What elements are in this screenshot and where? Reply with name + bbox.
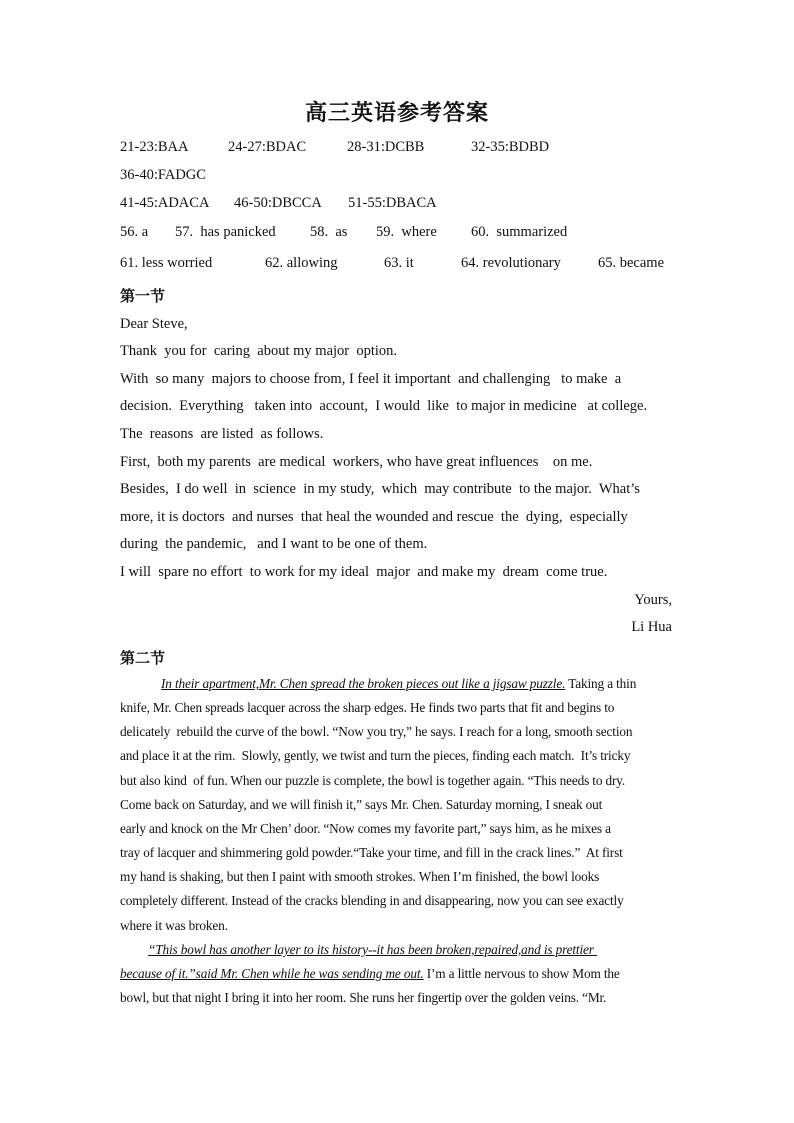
letter-line: Besides, I do well in science in my study, which may contribute to the major. What’s <box>120 481 640 497</box>
letter-line: Thank you for caring about my major option. <box>120 343 398 359</box>
page-title: 高三英语参考答案 <box>304 101 489 126</box>
story-line: early and knock on the Mr Chen’ door. “Now comes my favorite part,” says him, as he mixes a <box>120 821 611 836</box>
answer-item: 64. revolutionary <box>461 255 561 271</box>
story-line: but also kind of fun. When our puzzle is complete, the bowl is together again. “This needs to dry. <box>120 773 626 788</box>
letter-line: First, both my parents are medical workers, who have great influences on me. <box>120 454 593 470</box>
answer-item: 51-55:DBACA <box>348 195 437 211</box>
answer-item: 21-23:BAA <box>120 139 189 155</box>
answer-item: 65. became <box>598 255 665 271</box>
section-heading: 第一节 <box>120 287 166 305</box>
letter-closing: Yours, <box>634 592 672 608</box>
story-line <box>148 942 597 958</box>
underlined-sentence: “This bowl has another layer to its history--it has been broken,repaired,and is prettier <box>148 942 597 957</box>
story-line <box>120 966 620 982</box>
story-line: my hand is shaking, but then I paint with smooth strokes. When I’m finished, the bowl looks <box>120 869 600 884</box>
story-line <box>161 676 636 692</box>
story-line: knife, Mr. Chen spreads lacquer across the sharp edges. He finds two parts that fit and begins to <box>120 700 615 715</box>
story-line: where it was broken. <box>120 918 228 933</box>
letter-line: With so many majors to choose from, I feel it important and challenging to make a <box>120 371 622 387</box>
story-line: bowl, but that night I bring it into her room. She runs her fingertip over the golden veins. “Mr. <box>120 990 607 1005</box>
story-line: delicately rebuild the curve of the bowl. “Now you try,” he says. I reach for a long, smooth section <box>120 724 633 739</box>
answer-item: 58. as <box>310 224 348 240</box>
answer-item: 41-45:ADACA <box>120 195 210 211</box>
answer-item: 46-50:DBCCA <box>234 195 322 211</box>
story-line: completely different. Instead of the cracks blending in and disappearing, now you can see exactly <box>120 893 624 908</box>
letter-line: more, it is doctors and nurses that heal the wounded and rescue the dying, especially <box>120 509 628 525</box>
story-text: I’m a little nervous to show Mom the <box>423 966 620 981</box>
section-heading: 第二节 <box>120 649 166 667</box>
letter-line: Dear Steve, <box>120 316 188 332</box>
answer-item: 32-35:BDBD <box>471 139 550 155</box>
answer-item: 24-27:BDAC <box>228 139 307 155</box>
answer-item: 63. it <box>384 255 414 271</box>
underlined-sentence: because of it.”said Mr. Chen while he was sending me out. <box>120 966 424 981</box>
letter-line: The reasons are listed as follows. <box>120 426 324 442</box>
answer-item: 57. has panicked <box>175 224 276 240</box>
underlined-sentence: In their apartment,Mr. Chen spread the broken pieces out like a jigsaw puzzle. <box>161 676 566 691</box>
answer-item: 36-40:FADGC <box>120 167 206 183</box>
answer-item: 60. summarized <box>471 224 568 240</box>
letter-line: decision. Everything taken into account, I would like to major in medicine at college. <box>120 398 648 414</box>
story-line: tray of lacquer and shimmering gold powder.“Take your time, and fill in the crack lines.” At first <box>120 845 623 860</box>
story-text: Taking a thin <box>565 676 637 691</box>
answer-item: 28-31:DCBB <box>347 139 425 155</box>
letter-line: during the pandemic, and I want to be one of them. <box>120 536 428 552</box>
story-line: Come back on Saturday, and we will finish it,” says Mr. Chen. Saturday morning, I sneak out <box>120 797 603 812</box>
answer-item: 62. allowing <box>265 255 338 271</box>
answer-item: 59. where <box>376 224 437 240</box>
letter-signature: Li Hua <box>631 619 672 635</box>
answer-item: 61. less worried <box>120 255 213 271</box>
letter-line: I will spare no effort to work for my ideal major and make my dream come true. <box>120 564 608 580</box>
story-line: and place it at the rim. Slowly, gently, we twist and turn the pieces, finding each match. It’s tricky <box>120 748 631 763</box>
answer-item: 56. a <box>120 224 149 240</box>
